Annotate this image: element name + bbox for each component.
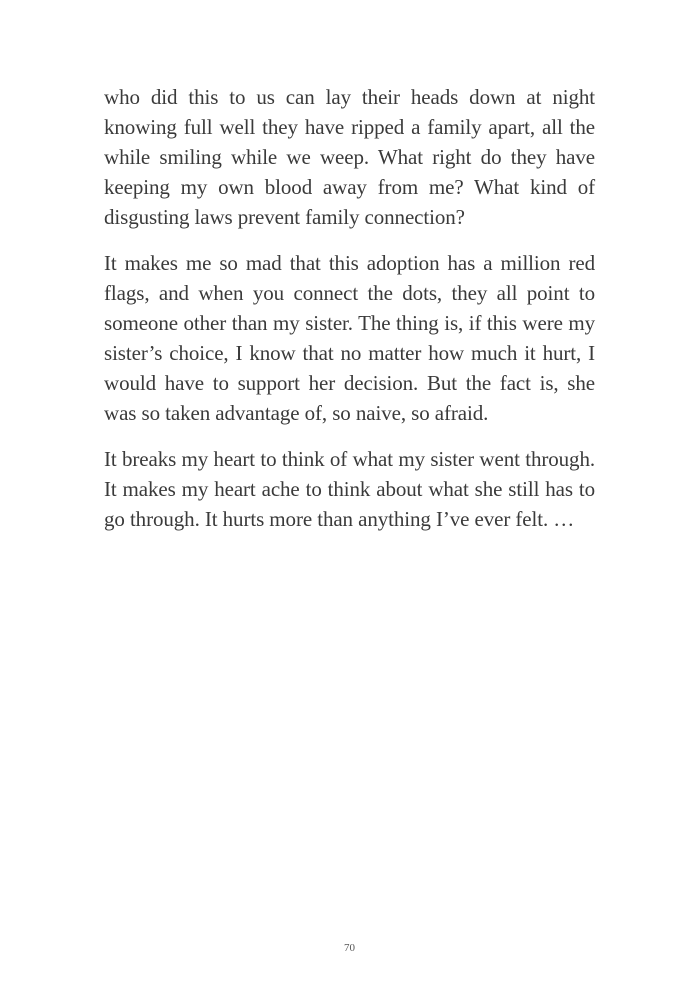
page-number: 70 (344, 942, 355, 954)
body-text (104, 82, 595, 550)
paragraph-2: It makes me so mad that this adoption has a million red flags, and when you connect the dots, they all point to someone other than my sister. The thing is, if this were my sister’s choice, I know that no matter how much it hurt, I would have to support her decision. But the fact is, she was so taken advantage of, so naive, so afraid. (104, 251, 595, 425)
paragraph-3: It breaks my heart to think of what my sister went through. It makes my heart ache to think about what she still has to go through. It hurts more than anything I’ve ever felt. … (104, 447, 595, 531)
paragraph-1: who did this to us can lay their heads down at night knowing full well they have ripped a family apart, all the while smiling while we weep. What right do they have keeping my own blood away from me? What kind of disgusting laws prevent family connection? (104, 85, 595, 229)
